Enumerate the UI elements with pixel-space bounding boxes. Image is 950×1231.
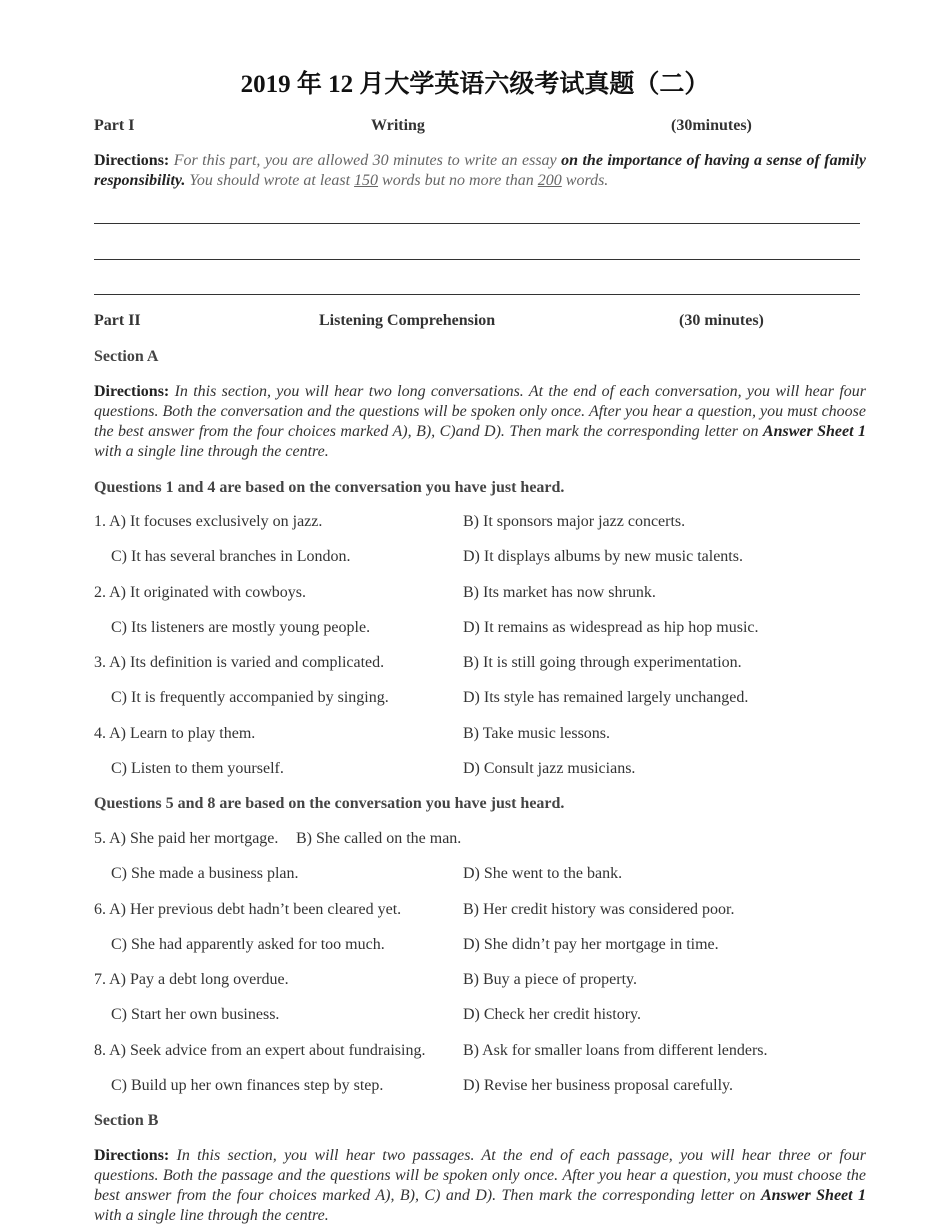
q3-option-a: 3. A) Its definition is varied and complicated. [94,654,385,671]
q8-option-c: C) Build up her own finances step by step. [111,1077,384,1094]
essay-topic: on the importance of having a sense of family responsibility. [94,152,867,189]
q2-option-b: B) Its market has now shrunk. [463,584,656,601]
question-group-heading: Questions 1 and 4 are based on the conversation you have just heard. [94,479,565,496]
section-b-heading: Section B [94,1112,159,1129]
q8-option-d: D) Revise her business proposal carefully. [463,1077,733,1094]
q1-option-d: D) It displays albums by new music talents. [463,548,743,565]
directions-label: Directions: [94,383,170,400]
part2-label: Part II [94,312,141,329]
directions-text: words but no more than [382,172,534,189]
writing-line [94,259,860,260]
page-title: 2019 年 12 月大学英语六级考试真题（二） [240,71,710,98]
q4-option-a: 4. A) Learn to play them. [94,725,256,742]
q7-option-c: C) Start her own business. [111,1006,280,1023]
directions-text: You should wrote at least [189,172,351,189]
q5-option-b: B) She called on the man. [296,830,462,847]
part1-name: Writing [371,117,425,134]
q4-option-d: D) Consult jazz musicians. [463,760,636,777]
section-a-directions [94,382,866,462]
answer-sheet-ref: Answer Sheet 1 [760,1187,866,1204]
directions-label: Directions: [94,1147,170,1164]
directions-text: In this section, you will hear two passages. At the end of each passage, you will hear three or four questions. Both the passage and the questions will be spoken only once. After you hear a question, you must choose the best answer from the four choices marked A), B), C) and D). Then mark the corresponding letter on [94,1147,867,1204]
q6-option-c: C) She had apparently asked for too much. [111,936,385,953]
q8-option-a: 8. A) Seek advice from an expert about fundraising. [94,1042,426,1059]
directions-text: words. [565,172,609,189]
q2-option-a: 2. A) It originated with cowboys. [94,584,306,601]
directions-text: with a single line through the centre. [94,443,329,460]
part2-time: (30 minutes) [679,312,764,329]
q7-option-b: B) Buy a piece of property. [463,971,638,988]
q2-option-d: D) It remains as widespread as hip hop music. [463,619,759,636]
q7-option-d: D) Check her credit history. [463,1006,642,1023]
writing-line [94,223,860,224]
part2-name: Listening Comprehension [319,312,496,329]
directions-text: For this part, you are allowed 30 minutes to write an essay [173,152,557,169]
q5-option-d: D) She went to the bank. [463,865,623,882]
q3-option-d: D) Its style has remained largely unchanged. [463,689,749,706]
q3-option-c: C) It is frequently accompanied by singing. [111,689,389,706]
q6-option-d: D) She didn’t pay her mortgage in time. [463,936,719,953]
q4-option-b: B) Take music lessons. [463,725,611,742]
q7-option-a: 7. A) Pay a debt long overdue. [94,971,289,988]
q6-option-a: 6. A) Her previous debt hadn’t been cleared yet. [94,901,402,918]
q8-option-b: B) Ask for smaller loans from different lenders. [463,1042,768,1059]
writing-line [94,294,860,295]
q2-option-c: C) Its listeners are mostly young people. [111,619,371,636]
q3-option-b: B) It is still going through experimentation. [463,654,742,671]
directions-label: Directions: [94,152,170,169]
q1-option-b: B) It sponsors major jazz concerts. [463,513,686,530]
answer-sheet-ref: Answer Sheet 1 [762,423,866,440]
section-b-directions [94,1146,866,1226]
question-group-heading: Questions 5 and 8 are based on the conversation you have just heard. [94,795,565,812]
part1-time: (30minutes) [671,117,752,134]
q5-option-c: C) She made a business plan. [111,865,299,882]
part1-label: Part I [94,117,135,134]
q5-option-a: 5. A) She paid her mortgage. [94,830,279,847]
section-a-heading: Section A [94,348,159,365]
directions-text: with a single line through the centre. [94,1207,329,1224]
q1-option-a: 1. A) It focuses exclusively on jazz. [94,513,323,530]
directions-text: In this section, you will hear two long conversations. At the end of each conversation, you will hear four questions. Both the conversation and the questions will be spoken only once. After you hear a question, you must choose the best answer from the four choices marked A), B), C)and D). Then mark the corresponding letter on [94,383,867,440]
q1-option-c: C) It has several branches in London. [111,548,351,565]
max-words: 200 [537,172,562,189]
q4-option-c: C) Listen to them yourself. [111,760,284,777]
q6-option-b: B) Her credit history was considered poor. [463,901,735,918]
min-words: 150 [354,172,379,189]
part1-directions [94,151,866,191]
